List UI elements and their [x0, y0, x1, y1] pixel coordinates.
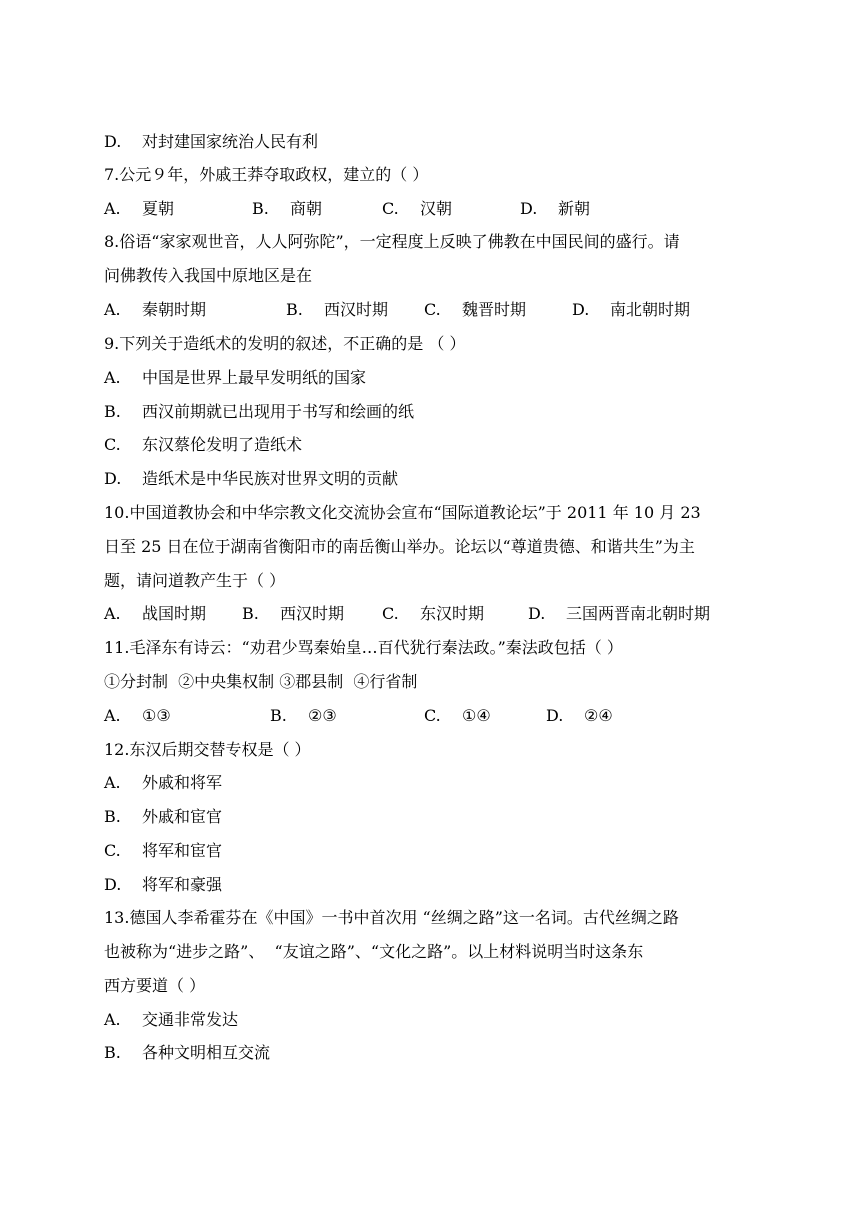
q7-question: 7.公元９年，外戚王莽夺取政权，建立的（ ） [104, 165, 429, 184]
option-text: 各种文明相互交流 [142, 1043, 271, 1062]
option-label: B. [104, 1043, 121, 1062]
option-text: 西汉时期 [324, 300, 389, 319]
option-text: 商朝 [290, 199, 323, 218]
q13-option-a [104, 1010, 760, 1030]
option-text: 魏晋时期 [462, 300, 527, 319]
q12-option-a [104, 773, 760, 793]
q8-question-line1: 8.俗语“家家观世音，人人阿弥陀”，一定程度上反映了佛教在中国民间的盛行。请 [104, 232, 680, 251]
option-text: 战国时期 [142, 604, 207, 623]
option-text: 东汉蔡伦发明了造纸术 [142, 435, 303, 454]
q9-option-b [104, 402, 760, 422]
option-label: A. [104, 604, 121, 623]
q7-option-b [252, 199, 322, 219]
q8-option-d [572, 300, 690, 320]
option-text: 外戚和宦官 [142, 807, 223, 826]
option-label: D. [546, 706, 564, 725]
option-text: 西汉前期就已出现用于书写和绘画的纸 [142, 402, 415, 421]
option-text: ②④ [584, 706, 613, 725]
q9-option-c [104, 435, 760, 455]
q8-question-line2: 问佛教传入我国中原地区是在 [104, 266, 313, 285]
option-label: B. [252, 199, 269, 218]
q8-option-c [424, 300, 526, 320]
option-text: 东汉时期 [420, 604, 485, 623]
option-text: 汉朝 [420, 199, 453, 218]
option-text: ②③ [308, 706, 337, 725]
q12-question: 12.东汉后期交替专权是（ ） [104, 740, 311, 759]
q11-items: ①分封制 ②中央集权制 ③郡县制 ④行省制 [104, 672, 418, 691]
q11-option-c [424, 706, 491, 726]
option-label: C. [382, 199, 399, 218]
q10-question-line2: 日至 25 日在位于湖南省衡阳市的南岳衡山举办。论坛以“尊道贵德、和谐共生”为主 [104, 537, 695, 556]
option-text: 造纸术是中华民族对世界文明的贡献 [142, 469, 399, 488]
option-text: 中国是世界上最早发明纸的国家 [142, 368, 367, 387]
option-label: D. [104, 132, 122, 151]
q12-option-b [104, 807, 760, 827]
option-label: C. [424, 706, 441, 725]
q11-question: 11.毛泽东有诗云：“劝君少骂秦始皇…百代犹行秦法政。”秦法政包括（ ） [104, 638, 623, 657]
option-label: B. [104, 807, 121, 826]
q11-option-a [104, 706, 171, 726]
q10-option-a [104, 604, 206, 624]
q10-question-line1: 10.中国道教协会和中华宗教文化交流协会宣布“国际道教论坛”于 2011 年 10 月 23 [104, 503, 701, 522]
q13-question-line1: 13.德国人李希霍芬在《中国》一书中首次用 “丝绸之路”这一名词。古代丝绸之路 [104, 908, 679, 927]
q10-question-line3: 题，请问道教产生于（ ） [104, 571, 286, 590]
option-label: A. [104, 773, 121, 792]
q13-question-line2: 也被称为“进步之路”、 “友谊之路”、“文化之路”。以上材料说明当时这条东 [104, 942, 644, 961]
option-text: 秦朝时期 [142, 300, 207, 319]
q9-question: 9.下列关于造纸术的发明的叙述，不正确的是 （ ） [104, 334, 466, 353]
option-label: C. [382, 604, 399, 623]
option-text: 外戚和将军 [142, 773, 223, 792]
option-label: A. [104, 706, 121, 725]
option-label: D. [104, 875, 122, 894]
option-label: A. [104, 368, 121, 387]
option-label: A. [104, 300, 121, 319]
option-text: ①④ [462, 706, 491, 725]
option-text: 将军和豪强 [142, 875, 223, 894]
q12-option-c [104, 841, 760, 861]
option-label: B. [104, 402, 121, 421]
option-label: C. [104, 435, 121, 454]
q10-option-c [382, 604, 484, 624]
q13-question-line3: 西方要道（ ） [104, 976, 206, 995]
option-text: ①③ [142, 706, 171, 725]
q10-option-d [528, 604, 710, 624]
q11-option-d [546, 706, 613, 726]
q7-option-c [382, 199, 452, 219]
q7-option-a [104, 199, 174, 219]
option-label: C. [424, 300, 441, 319]
q6-option-d [104, 132, 760, 152]
option-label: B. [286, 300, 303, 319]
q11-option-b [270, 706, 337, 726]
option-text: 新朝 [558, 199, 591, 218]
option-label: D. [104, 469, 122, 488]
option-text: 将军和宦官 [142, 841, 223, 860]
q8-option-b [286, 300, 388, 320]
q8-option-a [104, 300, 206, 320]
option-label: D. [572, 300, 590, 319]
option-label: B. [270, 706, 287, 725]
option-label: B. [242, 604, 259, 623]
option-text: 夏朝 [142, 199, 175, 218]
option-label: A. [104, 1010, 121, 1029]
q9-option-a [104, 368, 760, 388]
option-text: 三国两晋南北朝时期 [566, 604, 711, 623]
option-text: 西汉时期 [280, 604, 345, 623]
option-label: A. [104, 199, 121, 218]
option-text: 对封建国家统治人民有利 [142, 132, 319, 151]
q13-option-b [104, 1043, 760, 1063]
option-label: D. [528, 604, 546, 623]
option-text: 交通非常发达 [142, 1010, 239, 1029]
q7-option-d [520, 199, 590, 219]
option-text: 南北朝时期 [610, 300, 691, 319]
option-label: C. [104, 841, 121, 860]
option-label: D. [520, 199, 538, 218]
q12-option-d [104, 875, 760, 895]
q9-option-d [104, 469, 760, 489]
q10-option-b [242, 604, 344, 624]
